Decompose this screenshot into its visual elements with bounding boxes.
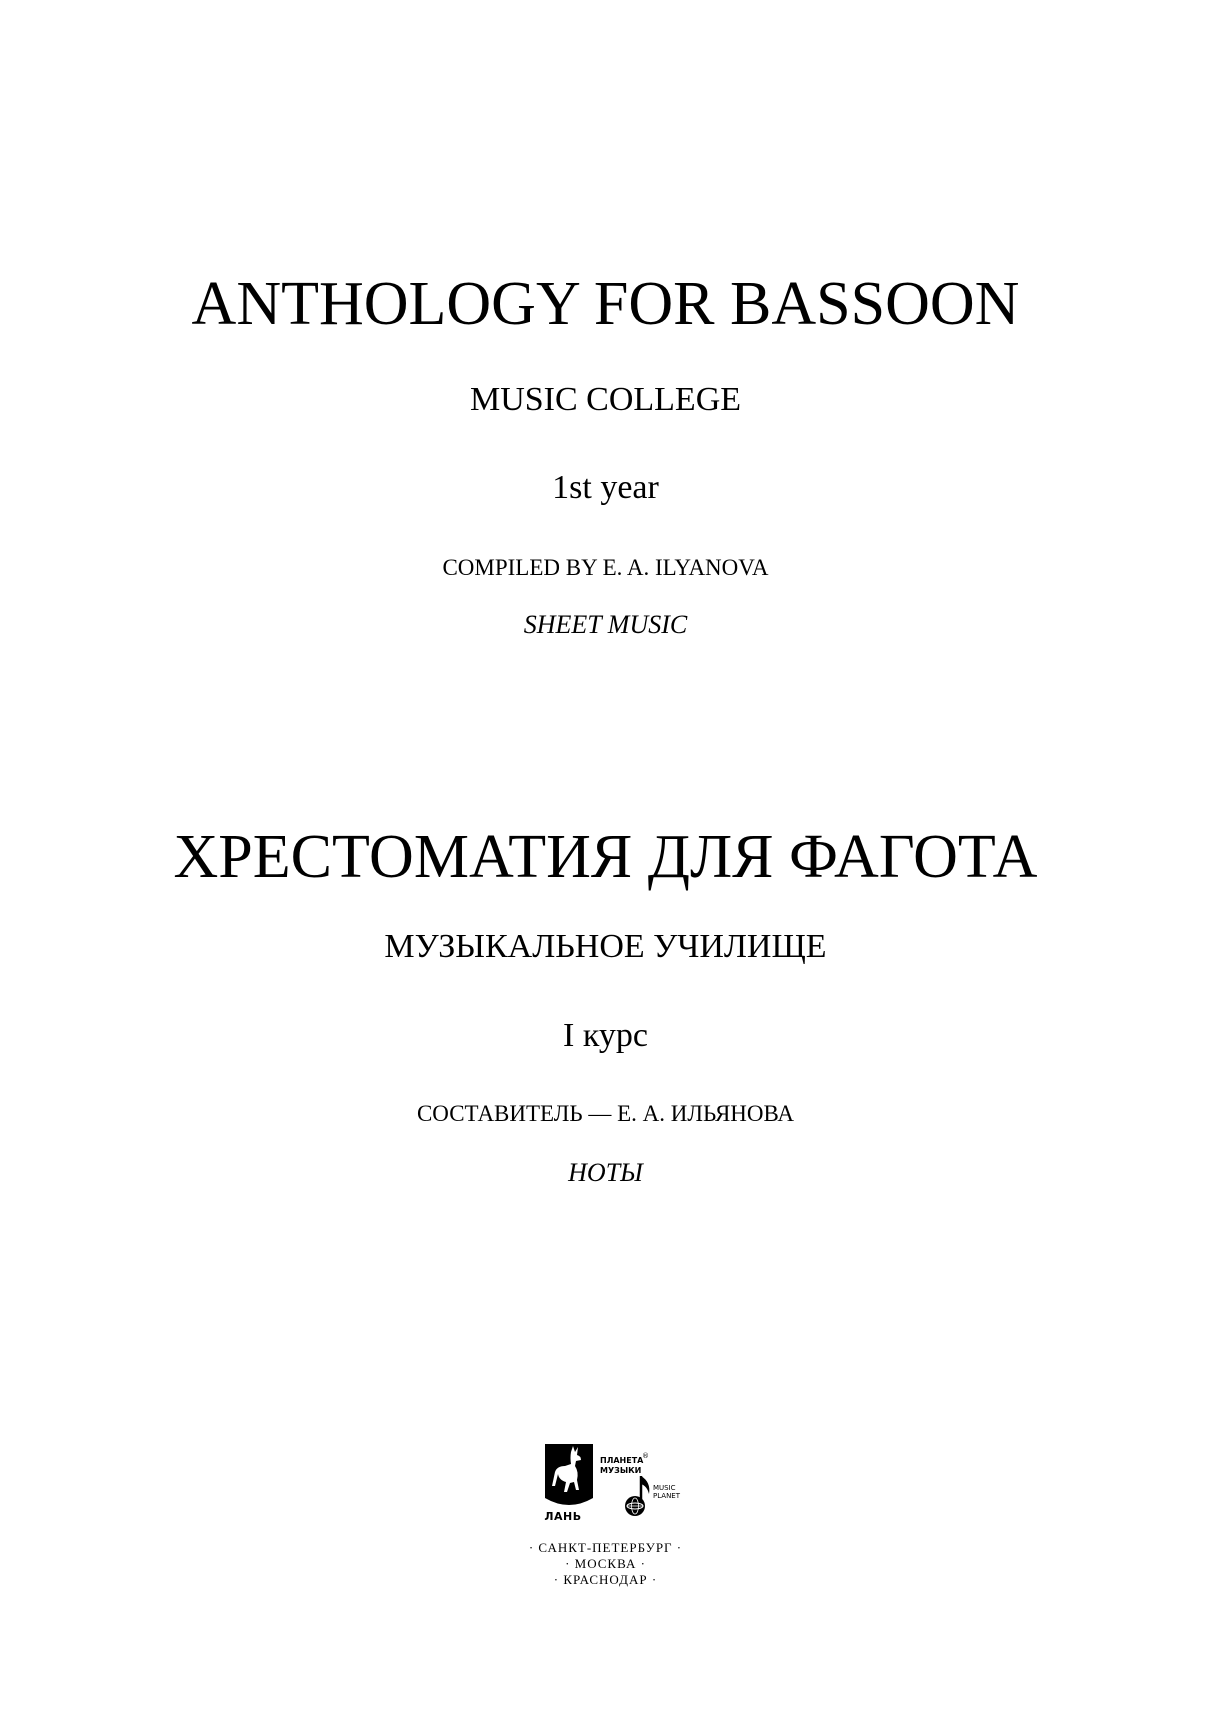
english-title: ANTHOLOGY FOR BASSOON (191, 270, 1020, 338)
registered-mark: ® (642, 1452, 649, 1460)
city-krasnodar: · КРАСНОДАР · (553, 1572, 658, 1587)
deer-icon (543, 1442, 595, 1512)
city-st-petersburg: · САНКТ-ПЕТЕРБУРГ · (528, 1540, 683, 1555)
english-compiler: COMPILED BY E. A. ILYANOVA (442, 555, 769, 580)
planet-line-1: ПЛАНЕТА (600, 1456, 644, 1465)
russian-compiler: СОСТАВИТЕЛЬ — Е. А. ИЛЬЯНОВА (416, 1101, 795, 1126)
planet-line-2: МУЗЫКИ (600, 1466, 642, 1475)
english-subtitle: MUSIC COLLEGE (469, 381, 742, 418)
music-planet-label (653, 1484, 680, 1500)
music-planet-line-1: MUSIC (653, 1484, 676, 1492)
lan-label: ЛАНЬ (544, 1510, 582, 1523)
publisher-logo (508, 1442, 703, 1592)
planet-muzyki-label (600, 1456, 643, 1476)
russian-kind: НОТЫ (568, 1158, 643, 1187)
english-year: 1st year (552, 469, 659, 506)
note-globe-icon (623, 1474, 653, 1518)
russian-title: ХРЕСТОМАТИЯ ДЛЯ ФАГОТА (173, 823, 1038, 891)
city-moscow: · МОСКВА · (565, 1556, 646, 1571)
music-planet-line-2: PLANET (653, 1492, 681, 1500)
russian-year: I курс (563, 1017, 648, 1054)
russian-subtitle: МУЗЫКАЛЬНОЕ УЧИЛИЩЕ (384, 928, 827, 965)
english-kind: SHEET MUSIC (523, 610, 688, 639)
